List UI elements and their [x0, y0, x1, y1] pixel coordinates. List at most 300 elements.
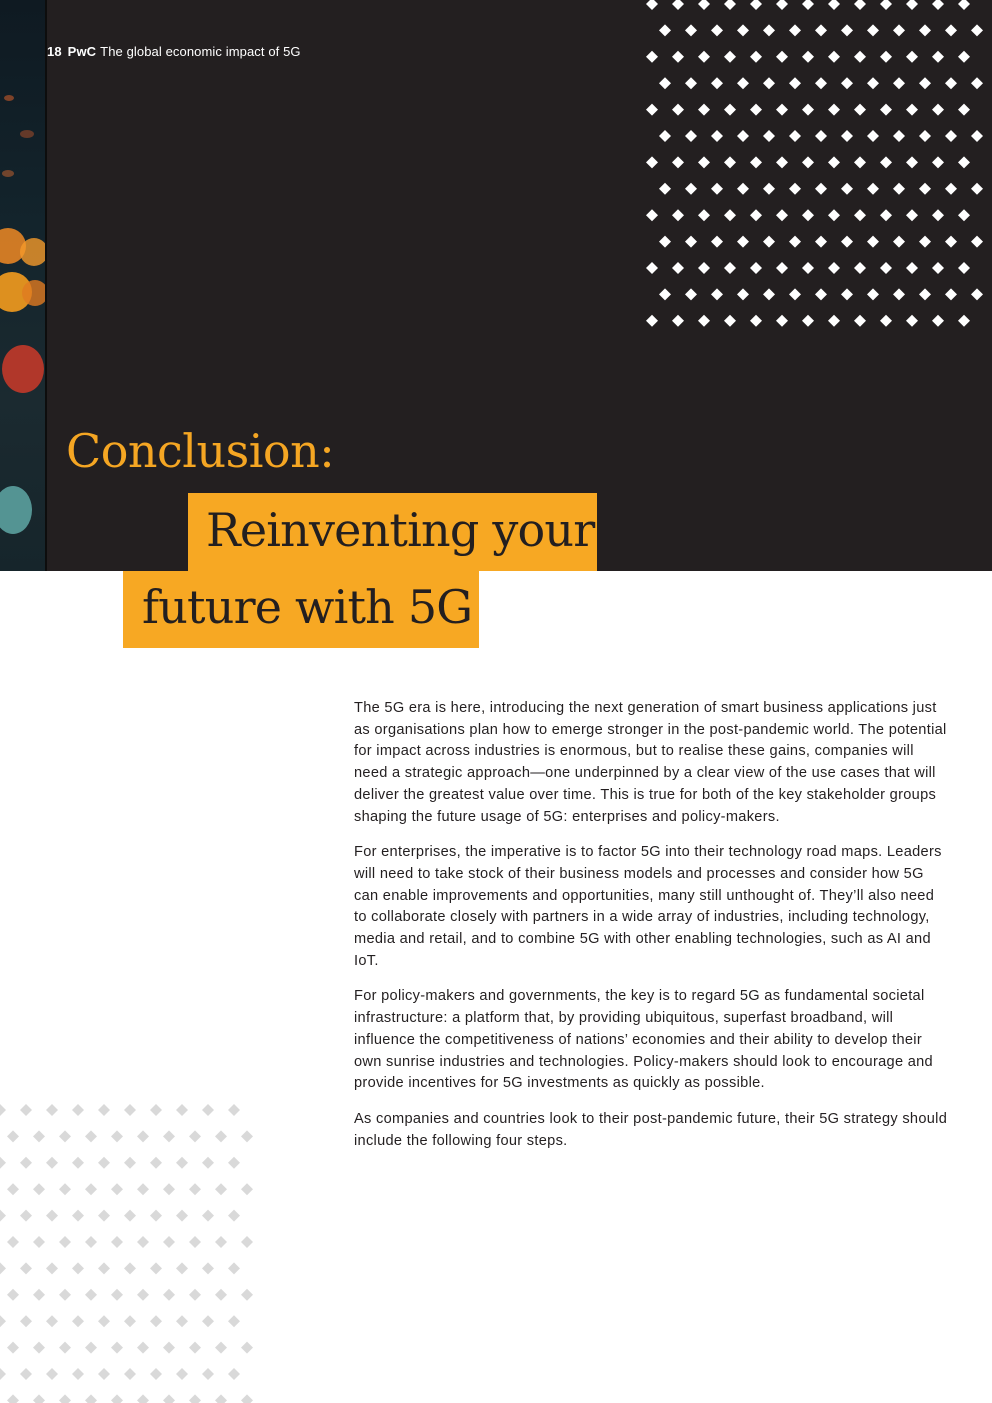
- diamond-dot: [880, 51, 892, 63]
- diamond-dot: [945, 183, 957, 195]
- diamond-dot: [737, 130, 749, 142]
- diamond-dot: [0, 1210, 6, 1222]
- diamond-dot: [880, 0, 892, 10]
- diamond-dot: [841, 288, 853, 300]
- diamond-dot: [802, 51, 814, 63]
- diamond-dot: [867, 183, 879, 195]
- diamond-dot: [46, 1315, 58, 1327]
- diamond-dot: [228, 1210, 240, 1222]
- diamond-dot: [789, 183, 801, 195]
- diamond-dot: [776, 0, 788, 10]
- diamond-dot: [932, 262, 944, 274]
- diamond-dot: [867, 288, 879, 300]
- diamond-dot: [59, 1342, 71, 1354]
- diamond-dot: [659, 77, 671, 89]
- diamond-dot: [137, 1342, 149, 1354]
- diamond-dot: [867, 24, 879, 36]
- diamond-dot: [241, 1394, 253, 1403]
- diamond-dot: [98, 1262, 110, 1274]
- diamond-dot: [228, 1368, 240, 1380]
- diamond-dot: [228, 1104, 240, 1116]
- diamond-dot: [815, 77, 827, 89]
- diamond-dot: [111, 1289, 123, 1301]
- diamond-dot: [0, 1368, 6, 1380]
- diamond-dot: [880, 315, 892, 327]
- diamond-dot: [241, 1236, 253, 1248]
- diamond-dot: [241, 1183, 253, 1195]
- diamond-dot: [945, 24, 957, 36]
- diamond-dot: [919, 24, 931, 36]
- diamond-dot: [867, 130, 879, 142]
- diamond-dot: [72, 1315, 84, 1327]
- diamond-dot: [750, 315, 762, 327]
- diamond-dot: [150, 1210, 162, 1222]
- diamond-dot: [46, 1262, 58, 1274]
- diamond-dot: [854, 209, 866, 221]
- diamond-dot: [724, 262, 736, 274]
- diamond-dot: [711, 288, 723, 300]
- diamond-dot: [202, 1104, 214, 1116]
- diamond-dot: [137, 1236, 149, 1248]
- diamond-dot: [945, 130, 957, 142]
- diamond-dot: [867, 77, 879, 89]
- diamond-dot: [698, 209, 710, 221]
- diamond-dot: [711, 130, 723, 142]
- diamond-dot: [46, 1368, 58, 1380]
- diamond-dot: [20, 1315, 32, 1327]
- diamond-dot: [906, 104, 918, 116]
- diamond-dot: [919, 183, 931, 195]
- diamond-dot: [880, 156, 892, 168]
- diamond-dot: [828, 209, 840, 221]
- diamond-dot: [737, 77, 749, 89]
- diamond-dot: [958, 209, 970, 221]
- diamond-dot: [958, 51, 970, 63]
- diamond-dot: [685, 288, 697, 300]
- diamond-dot: [893, 130, 905, 142]
- diamond-dot: [776, 315, 788, 327]
- diamond-dot: [124, 1368, 136, 1380]
- diamond-dot: [85, 1130, 97, 1142]
- diamond-dot: [98, 1315, 110, 1327]
- diamond-dot: [685, 236, 697, 248]
- diamond-dot: [919, 288, 931, 300]
- brand-name: PwC: [67, 44, 97, 59]
- diamond-dot: [33, 1183, 45, 1195]
- diamond-dot: [854, 0, 866, 10]
- diamond-dot: [971, 24, 983, 36]
- diamond-dot: [971, 288, 983, 300]
- diamond-dot: [85, 1394, 97, 1403]
- diamond-dot: [802, 0, 814, 10]
- diamond-dot: [854, 315, 866, 327]
- paragraph: For enterprises, the imperative is to factor 5G into their technology road maps. Leaders will need to take stock of their business models and processes and consider how 5G can enable improvements and opportunities, many still unthought of. They’ll also need to collaborate closely with partners in a wide array of industries, including technology, media and retail, and to combine 5G with other enabling technologies, such as AI and IoT.: [354, 844, 942, 969]
- diamond-dot: [672, 262, 684, 274]
- hero-banner: [0, 0, 992, 571]
- diamond-dot: [685, 130, 697, 142]
- diamond-dot: [971, 77, 983, 89]
- diamond-dot: [724, 104, 736, 116]
- diamond-dot: [776, 104, 788, 116]
- diamond-dot: [672, 209, 684, 221]
- diamond-dot: [176, 1315, 188, 1327]
- diamond-dot: [958, 262, 970, 274]
- diamond-dot: [215, 1394, 227, 1403]
- diamond-dot: [646, 315, 658, 327]
- diamond-dot: [815, 24, 827, 36]
- diamond-dot: [815, 183, 827, 195]
- diamond-dot: [815, 236, 827, 248]
- diamond-dot: [789, 24, 801, 36]
- diamond-dot: [672, 104, 684, 116]
- diamond-dot: [228, 1157, 240, 1169]
- diamond-dot: [815, 288, 827, 300]
- diamond-dot: [98, 1104, 110, 1116]
- diamond-dot: [906, 209, 918, 221]
- diamond-dot: [215, 1236, 227, 1248]
- diamond-dot: [46, 1104, 58, 1116]
- diamond-dot: [85, 1289, 97, 1301]
- diamond-dot: [945, 288, 957, 300]
- diamond-dot: [33, 1289, 45, 1301]
- diamond-dot: [176, 1104, 188, 1116]
- diamond-dot: [763, 77, 775, 89]
- diamond-dot: [802, 315, 814, 327]
- diamond-dot: [150, 1315, 162, 1327]
- diamond-dot: [59, 1289, 71, 1301]
- diamond-dot: [189, 1183, 201, 1195]
- diamond-dot: [724, 315, 736, 327]
- diamond-dot: [659, 183, 671, 195]
- diamond-dot: [815, 130, 827, 142]
- diamond-dot: [72, 1104, 84, 1116]
- diamond-dot: [724, 51, 736, 63]
- diamond-dot: [85, 1236, 97, 1248]
- diamond-dot: [737, 236, 749, 248]
- diamond-dot: [163, 1130, 175, 1142]
- diamond-dot: [854, 156, 866, 168]
- diamond-dot: [971, 130, 983, 142]
- diamond-dot: [958, 315, 970, 327]
- diamond-dot: [893, 183, 905, 195]
- dot-pattern-light: [0, 1100, 260, 1403]
- diamond-dot: [46, 1210, 58, 1222]
- diamond-dot: [241, 1342, 253, 1354]
- title-highlight-box: [188, 493, 597, 571]
- diamond-dot: [945, 77, 957, 89]
- diamond-dot: [189, 1394, 201, 1403]
- photo-divider: [45, 0, 47, 571]
- diamond-dot: [98, 1368, 110, 1380]
- diamond-dot: [7, 1130, 19, 1142]
- diamond-dot: [672, 0, 684, 10]
- diamond-dot: [932, 51, 944, 63]
- page-number: 18: [47, 44, 62, 59]
- diamond-dot: [111, 1130, 123, 1142]
- diamond-dot: [776, 262, 788, 274]
- bokeh-photo-strip: [0, 0, 45, 571]
- diamond-dot: [698, 156, 710, 168]
- diamond-dot: [880, 262, 892, 274]
- diamond-dot: [854, 104, 866, 116]
- diamond-dot: [789, 236, 801, 248]
- diamond-dot: [111, 1183, 123, 1195]
- diamond-dot: [932, 0, 944, 10]
- diamond-dot: [189, 1130, 201, 1142]
- diamond-dot: [672, 156, 684, 168]
- diamond-dot: [176, 1262, 188, 1274]
- diamond-dot: [932, 104, 944, 116]
- diamond-dot: [0, 1104, 6, 1116]
- diamond-dot: [750, 104, 762, 116]
- diamond-dot: [33, 1394, 45, 1403]
- diamond-dot: [72, 1157, 84, 1169]
- diamond-dot: [945, 236, 957, 248]
- diamond-dot: [137, 1130, 149, 1142]
- diamond-dot: [711, 183, 723, 195]
- diamond-dot: [7, 1342, 19, 1354]
- diamond-dot: [176, 1210, 188, 1222]
- diamond-dot: [163, 1342, 175, 1354]
- diamond-dot: [958, 156, 970, 168]
- diamond-dot: [137, 1183, 149, 1195]
- diamond-dot: [124, 1210, 136, 1222]
- paragraph: As companies and countries look to their post-pandemic future, their 5G strategy should include the following four steps.: [354, 1110, 948, 1149]
- diamond-dot: [124, 1157, 136, 1169]
- diamond-dot: [724, 0, 736, 10]
- diamond-dot: [215, 1289, 227, 1301]
- diamond-dot: [672, 315, 684, 327]
- diamond-dot: [711, 24, 723, 36]
- diamond-dot: [215, 1183, 227, 1195]
- diamond-dot: [802, 104, 814, 116]
- diamond-dot: [828, 104, 840, 116]
- diamond-dot: [7, 1289, 19, 1301]
- diamond-dot: [202, 1315, 214, 1327]
- diamond-dot: [0, 1315, 6, 1327]
- diamond-dot: [0, 1262, 6, 1274]
- diamond-dot: [841, 183, 853, 195]
- diamond-dot: [828, 0, 840, 10]
- diamond-dot: [672, 51, 684, 63]
- diamond-dot: [72, 1262, 84, 1274]
- diamond-dot: [698, 315, 710, 327]
- diamond-dot: [841, 77, 853, 89]
- diamond-dot: [685, 183, 697, 195]
- diamond-dot: [646, 209, 658, 221]
- diamond-dot: [659, 130, 671, 142]
- diamond-dot: [98, 1210, 110, 1222]
- diamond-dot: [906, 51, 918, 63]
- diamond-dot: [906, 315, 918, 327]
- diamond-dot: [841, 236, 853, 248]
- title-highlight-box: [123, 571, 479, 648]
- diamond-dot: [750, 156, 762, 168]
- diamond-dot: [789, 77, 801, 89]
- diamond-dot: [789, 130, 801, 142]
- diamond-dot: [150, 1104, 162, 1116]
- diamond-dot: [124, 1315, 136, 1327]
- diamond-dot: [202, 1368, 214, 1380]
- diamond-dot: [971, 236, 983, 248]
- publication-title: The global economic impact of 5G: [100, 44, 301, 59]
- diamond-dot: [854, 51, 866, 63]
- diamond-dot: [137, 1289, 149, 1301]
- diamond-dot: [59, 1394, 71, 1403]
- diamond-dot: [150, 1262, 162, 1274]
- diamond-dot: [646, 51, 658, 63]
- diamond-dot: [85, 1342, 97, 1354]
- diamond-dot: [906, 156, 918, 168]
- diamond-dot: [202, 1210, 214, 1222]
- diamond-dot: [880, 104, 892, 116]
- diamond-dot: [111, 1236, 123, 1248]
- diamond-dot: [0, 1157, 6, 1169]
- diamond-dot: [33, 1236, 45, 1248]
- diamond-dot: [776, 51, 788, 63]
- diamond-dot: [763, 130, 775, 142]
- diamond-dot: [137, 1394, 149, 1403]
- diamond-dot: [932, 209, 944, 221]
- diamond-dot: [46, 1157, 58, 1169]
- diamond-dot: [932, 156, 944, 168]
- diamond-dot: [958, 104, 970, 116]
- diamond-dot: [72, 1210, 84, 1222]
- diamond-dot: [20, 1368, 32, 1380]
- diamond-dot: [163, 1394, 175, 1403]
- diamond-dot: [215, 1130, 227, 1142]
- diamond-dot: [906, 262, 918, 274]
- diamond-dot: [163, 1183, 175, 1195]
- diamond-dot: [202, 1262, 214, 1274]
- diamond-dot: [98, 1157, 110, 1169]
- diamond-dot: [802, 262, 814, 274]
- diamond-dot: [958, 0, 970, 10]
- diamond-dot: [750, 209, 762, 221]
- diamond-dot: [646, 104, 658, 116]
- diamond-dot: [763, 288, 775, 300]
- diamond-dot: [854, 262, 866, 274]
- diamond-dot: [20, 1104, 32, 1116]
- diamond-dot: [646, 0, 658, 10]
- running-header: [47, 44, 301, 59]
- diamond-dot: [33, 1342, 45, 1354]
- diamond-dot: [228, 1262, 240, 1274]
- diamond-dot: [176, 1157, 188, 1169]
- diamond-dot: [7, 1394, 19, 1403]
- diamond-dot: [163, 1289, 175, 1301]
- section-title-line1: Conclusion:: [66, 424, 335, 478]
- diamond-dot: [176, 1368, 188, 1380]
- diamond-dot: [7, 1236, 19, 1248]
- diamond-dot: [228, 1315, 240, 1327]
- diamond-dot: [659, 288, 671, 300]
- diamond-dot: [802, 156, 814, 168]
- diamond-dot: [111, 1394, 123, 1403]
- diamond-dot: [124, 1104, 136, 1116]
- diamond-dot: [919, 130, 931, 142]
- diamond-dot: [646, 262, 658, 274]
- diamond-dot: [763, 24, 775, 36]
- diamond-dot: [20, 1210, 32, 1222]
- diamond-dot: [763, 183, 775, 195]
- diamond-dot: [85, 1183, 97, 1195]
- body-text: [354, 698, 950, 1166]
- diamond-dot: [750, 262, 762, 274]
- diamond-dot: [841, 24, 853, 36]
- diamond-dot: [828, 262, 840, 274]
- dot-pattern-dark: [640, 0, 992, 340]
- diamond-dot: [737, 24, 749, 36]
- diamond-dot: [919, 77, 931, 89]
- diamond-dot: [750, 51, 762, 63]
- paragraph: The 5G era is here, introducing the next generation of smart business applications just as organisations plan how to emerge stronger in the post-pandemic world. The potential for impact across industries is enormous, but to realise these gains, companies will need a strategic approach—one underpinned by a clear view of the use cases that will deliver the greatest value over time. This is true for both of the key stakeholder groups shaping the future usage of 5G: enterprises and policy-makers.: [354, 700, 947, 825]
- diamond-dot: [20, 1262, 32, 1274]
- diamond-dot: [841, 130, 853, 142]
- diamond-dot: [906, 0, 918, 10]
- diamond-dot: [711, 77, 723, 89]
- diamond-dot: [802, 209, 814, 221]
- diamond-dot: [828, 315, 840, 327]
- diamond-dot: [59, 1130, 71, 1142]
- diamond-dot: [919, 236, 931, 248]
- diamond-dot: [932, 315, 944, 327]
- diamond-dot: [33, 1130, 45, 1142]
- diamond-dot: [111, 1342, 123, 1354]
- diamond-dot: [776, 209, 788, 221]
- diamond-dot: [893, 236, 905, 248]
- diamond-dot: [659, 236, 671, 248]
- diamond-dot: [241, 1289, 253, 1301]
- diamond-dot: [72, 1368, 84, 1380]
- diamond-dot: [7, 1183, 19, 1195]
- diamond-dot: [737, 288, 749, 300]
- section-title-line3: future with 5G: [142, 580, 473, 634]
- paragraph: For policy-makers and governments, the key is to regard 5G as fundamental societal infrastructure: a platform that, by providing ubiquitous, superfast broadband, will influence the competitiveness of nations’ economies and their ability to develop their own sunrise industries and technologies. Policy-makers should look to encourage and provide incentives for 5G investments as quickly as possible.: [354, 988, 933, 1092]
- diamond-dot: [20, 1157, 32, 1169]
- diamond-dot: [646, 156, 658, 168]
- diamond-dot: [215, 1342, 227, 1354]
- diamond-dot: [880, 209, 892, 221]
- diamond-dot: [202, 1157, 214, 1169]
- diamond-dot: [685, 77, 697, 89]
- diamond-dot: [698, 51, 710, 63]
- diamond-dot: [711, 236, 723, 248]
- diamond-dot: [698, 104, 710, 116]
- diamond-dot: [893, 24, 905, 36]
- diamond-dot: [724, 209, 736, 221]
- section-title-line2: Reinventing your: [206, 503, 595, 557]
- diamond-dot: [893, 288, 905, 300]
- diamond-dot: [659, 24, 671, 36]
- diamond-dot: [698, 0, 710, 10]
- diamond-dot: [893, 77, 905, 89]
- diamond-dot: [698, 262, 710, 274]
- diamond-dot: [789, 288, 801, 300]
- diamond-dot: [189, 1342, 201, 1354]
- diamond-dot: [241, 1130, 253, 1142]
- diamond-dot: [867, 236, 879, 248]
- diamond-dot: [59, 1236, 71, 1248]
- diamond-dot: [737, 183, 749, 195]
- diamond-dot: [59, 1183, 71, 1195]
- diamond-dot: [828, 156, 840, 168]
- diamond-dot: [124, 1262, 136, 1274]
- diamond-dot: [776, 156, 788, 168]
- diamond-dot: [163, 1236, 175, 1248]
- diamond-dot: [150, 1368, 162, 1380]
- diamond-dot: [971, 183, 983, 195]
